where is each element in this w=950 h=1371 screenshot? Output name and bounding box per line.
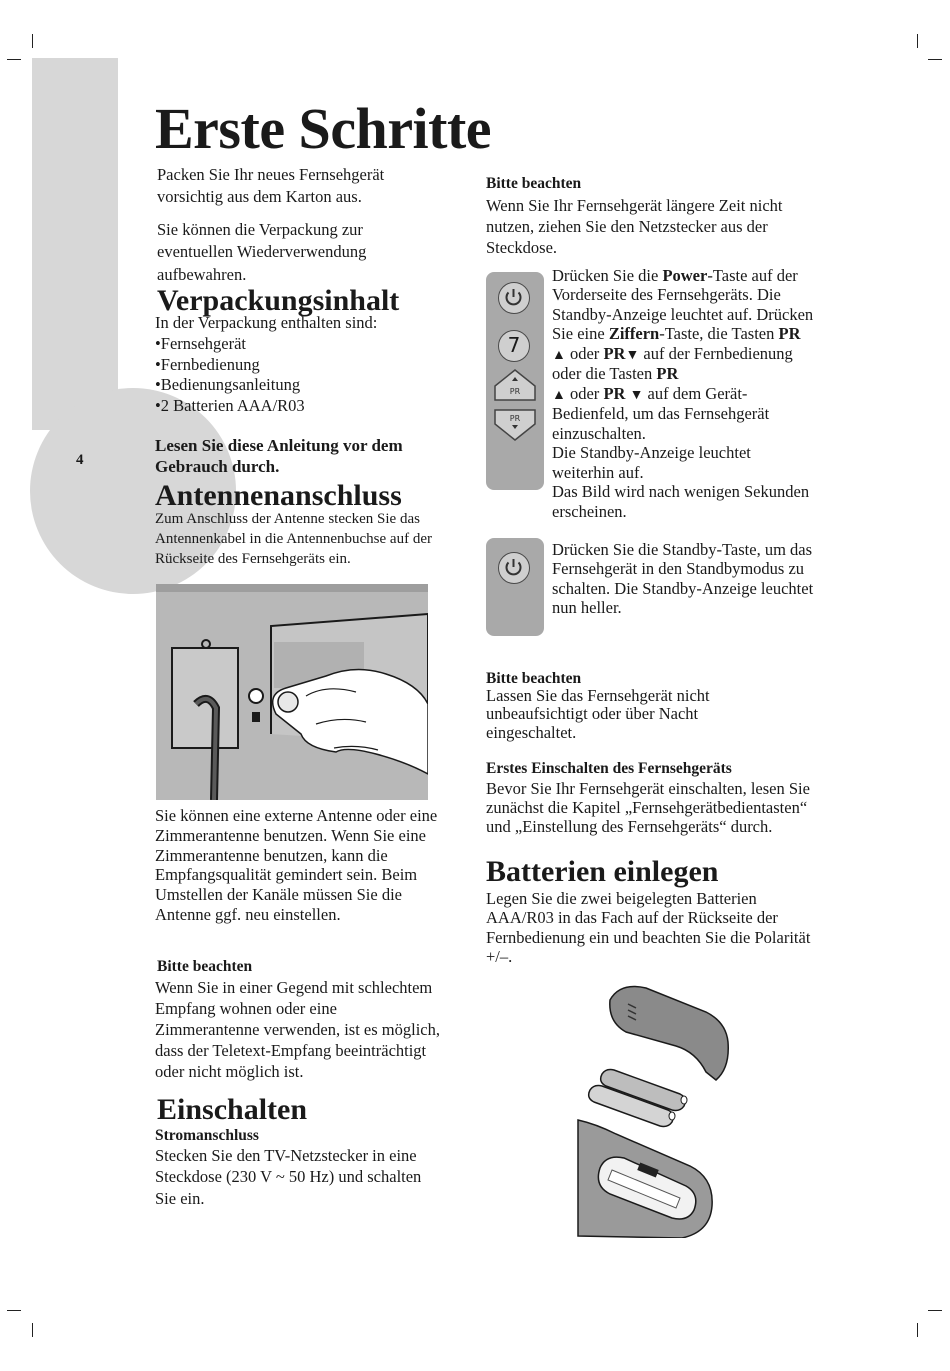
panel1-part: Das Bild wird nach wenigen Sekunden erscheinen.: [552, 482, 810, 521]
power-text: Stecken Sie den TV-Netzstecker in eine Steckdose (230 V ~ 50 Hz) und schalten Sie ein.: [155, 1146, 422, 1208]
list-item: • Fernsehgerät: [155, 334, 445, 355]
pr-label: PR: [656, 364, 679, 384]
panel1-part: oder: [565, 343, 604, 363]
pr-label: PR: [603, 343, 626, 363]
pr-label: PR: [778, 324, 801, 344]
panel1-part: auf dem Gerät-Bedienfeld, um das Fernsehgerät einzuschalten.: [552, 383, 770, 443]
note1-title: Bitte beachten: [486, 175, 582, 192]
antenna-heading: Antennenanschluss: [155, 479, 402, 512]
batteries-heading: Batterien einlegen: [486, 855, 719, 888]
crop-mark: [917, 1323, 918, 1337]
battery-insertion-illustration: [576, 982, 736, 1238]
crop-mark: [917, 34, 918, 48]
standby-button[interactable]: [498, 552, 530, 584]
triangle-up-icon: ▲: [552, 387, 566, 403]
panel2-text: Drücken Sie die Standby-Taste, um das Fernsehgerät in den Standbymodus zu schalten. Die Standby-Anzeige leuchtet nun heller.: [552, 540, 814, 618]
power-heading: Einschalten: [157, 1093, 308, 1126]
packaging-heading: Verpackungsinhalt: [157, 284, 400, 317]
intro-paragraph-1: Packen Sie Ihr neues Fernsehgerät vorsichtig aus dem Karton aus.: [157, 165, 385, 207]
remote-panel-standby: [486, 538, 544, 636]
note2-title: Bitte beachten: [486, 670, 582, 687]
first-on-text: Bevor Sie Ihr Fernsehgerät einschalten, lesen Sie zunächst die Kapitel „Fernsehgerätbedientasten“ und „Einstellung des Fernsehgeräts“ durch.: [486, 779, 810, 836]
page-number: 4: [76, 452, 84, 468]
program-up-button[interactable]: [493, 368, 537, 402]
crop-mark: [928, 59, 942, 60]
pr-up-label: PR: [509, 387, 521, 396]
battery-cover: [610, 987, 728, 1081]
antenna-note-text: Wenn Sie in einer Gegend mit schlechtem Empfang wohnen oder eine Zimmerantenne verwenden, ist es möglich, dass der Teletext-Empfang beeinträchtigt oder nicht möglich ist.: [155, 978, 440, 1082]
remote-panel-power: [486, 272, 544, 490]
list-item: • Bedienungsanleitung: [155, 375, 445, 396]
page-title: Erste Schritte: [155, 96, 492, 161]
packaging-list: [155, 334, 445, 417]
crop-mark: [7, 1310, 21, 1311]
note1-text: Wenn Sie Ihr Fernsehgerät längere Zeit nicht nutzen, ziehen Sie den Netzstecker aus der Steckdose.: [486, 196, 783, 258]
crop-mark: [7, 59, 21, 60]
panel1-bold-ziffern: Ziffern: [608, 324, 660, 344]
side-tab-bar: [32, 58, 118, 430]
list-item: • 2 Batterien AAA/R03: [155, 396, 445, 417]
read-notice: Lesen Sie diese Anleitung vor dem Gebrauch durch.: [155, 436, 403, 477]
triangle-up-icon: ▲: [552, 347, 566, 363]
antenna-connection-illustration: [156, 584, 428, 800]
panel1-bold-power: Power: [662, 266, 708, 285]
crop-mark: [32, 1323, 33, 1337]
aaa-batteries: [589, 1070, 687, 1127]
triangle-down-icon: ▼: [625, 347, 640, 363]
panel1-part: Drücken Sie die: [552, 266, 663, 285]
pr-label: PR: [603, 383, 626, 403]
crop-mark: [32, 34, 33, 48]
power-icon: [499, 553, 528, 582]
packaging-lead: In der Verpackung enthalten sind:: [155, 313, 378, 332]
list-item: • Fernbedienung: [155, 355, 445, 376]
note2-text: Lassen Sie das Fernsehgerät nicht unbeaufsichtigt oder über Nacht eingeschaltet.: [486, 686, 710, 742]
program-down-button[interactable]: [493, 408, 537, 442]
batteries-text: Legen Sie die zwei beigelegten Batterien AAA/R03 in das Fach auf der Rückseite der Fernbedienung ein und beachten Sie die Polarität +/–.: [486, 889, 811, 966]
digit-7-button[interactable]: 7: [498, 330, 530, 362]
antenna-note-title: Bitte beachten: [157, 958, 253, 975]
remote-back: [578, 1120, 712, 1238]
power-button[interactable]: [498, 282, 530, 314]
panel1-part: auf der Fernbedienung oder die Tasten: [552, 343, 793, 384]
panel1-text: [552, 266, 817, 521]
first-on-title: Erstes Einschalten des Fernsehgeräts: [486, 760, 732, 777]
panel1-part: Die Standby-Anzeige leuchtet weiterhin auf.: [552, 443, 751, 482]
panel1-part: -Taste auf der Vorderseite des Fernsehgeräts. Die Standby-Anzeige leuchtet auf. Drücken Sie eine: [552, 266, 814, 344]
panel1-part: oder: [565, 383, 604, 403]
panel1-part: -Taste, die Tasten: [659, 324, 779, 344]
antenna-text: Zum Anschluss der Antenne stecken Sie das Antennenkabel in die Antennenbuchse auf der Rückseite des Fernsehgeräts ein.: [155, 511, 432, 567]
crop-mark: [928, 1310, 942, 1311]
triangle-down-icon: ▼: [629, 387, 644, 403]
intro-paragraph-2: Sie können die Verpackung zur eventuellen Wiederverwendung aufbewahren.: [157, 220, 367, 284]
power-icon: [499, 283, 528, 312]
antenna-usage-text: Sie können eine externe Antenne oder eine Zimmerantenne benutzen. Wenn Sie eine Zimmerantenne benutzen, kann die Empfangsqualität gemindert sein. Beim Umstellen der Kanäle müssen Sie die Antenne ggf. neu einstellen.: [155, 806, 438, 924]
power-subheading: Stromanschluss: [155, 1127, 259, 1144]
pr-down-label: PR: [509, 414, 521, 423]
